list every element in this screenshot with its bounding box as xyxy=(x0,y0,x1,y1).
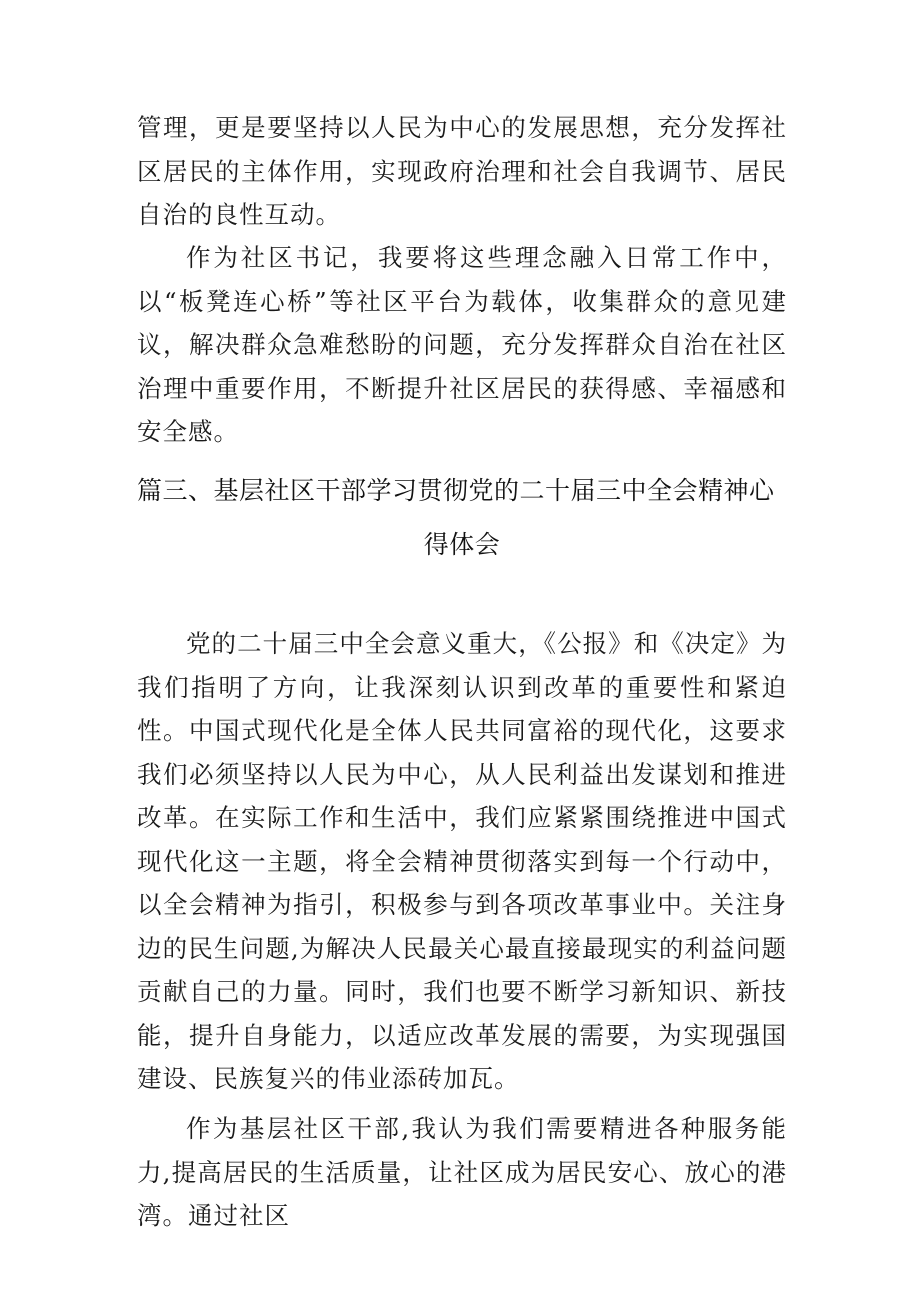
section-heading xyxy=(137,464,787,572)
paragraph-community-secretary: 作为社区书记，我要将这些理念融入日常工作中，以“板凳连心桥”等社区平台为载体，收集群众的意见建议，解决群众急难愁盼的问题，充分发挥群众自治在社区治理中重要作用，不断提升社区居民的获得感、幸福感和安全感。 xyxy=(137,243,787,446)
paragraph-plenum-significance: 党的二十届三中全会意义重大，《公报》和《决定》为我们指明了方向，让我深刻认识到改革的重要性和紧迫性。中国式现代化是全体人民共同富裕的现代化，这要求我们必须坚持以人民为中心，从人民利益出发谋划和推进改革。在实际工作和生活中，我们应紧紧围绕推进中国式现代化这一主题，将全会精神贯彻落实到每一个行动中，以全会精神为指引，积极参与到各项改革事业中。关注身边的民生问题,为解决人民最关心最直接最现实的利益问题贡献自己的力量。同时，我们也要不断学习新知识、新技能，提升自身能力，以适应改革发展的需要，为实现强国建设、民族复兴的伟业添砖加瓦。 xyxy=(137,629,787,1093)
paragraph-continuation: 管理，更是要坚持以人民为中心的发展思想，充分发挥社区居民的主体作用，实现政府治理和社会自我调节、居民自治的良性互动。 xyxy=(137,113,787,229)
section-heading-line1: 篇三、基层社区干部学习贯彻党的二十届三中全会精神心 xyxy=(137,476,775,505)
section-heading-line2: 得体会 xyxy=(423,530,501,559)
paragraph-community-cadre: 作为基层社区干部,我认为我们需要精进各种服务能力,提高居民的生活质量，让社区成为居民安心、放心的港湾。通过社区 xyxy=(137,1114,787,1230)
